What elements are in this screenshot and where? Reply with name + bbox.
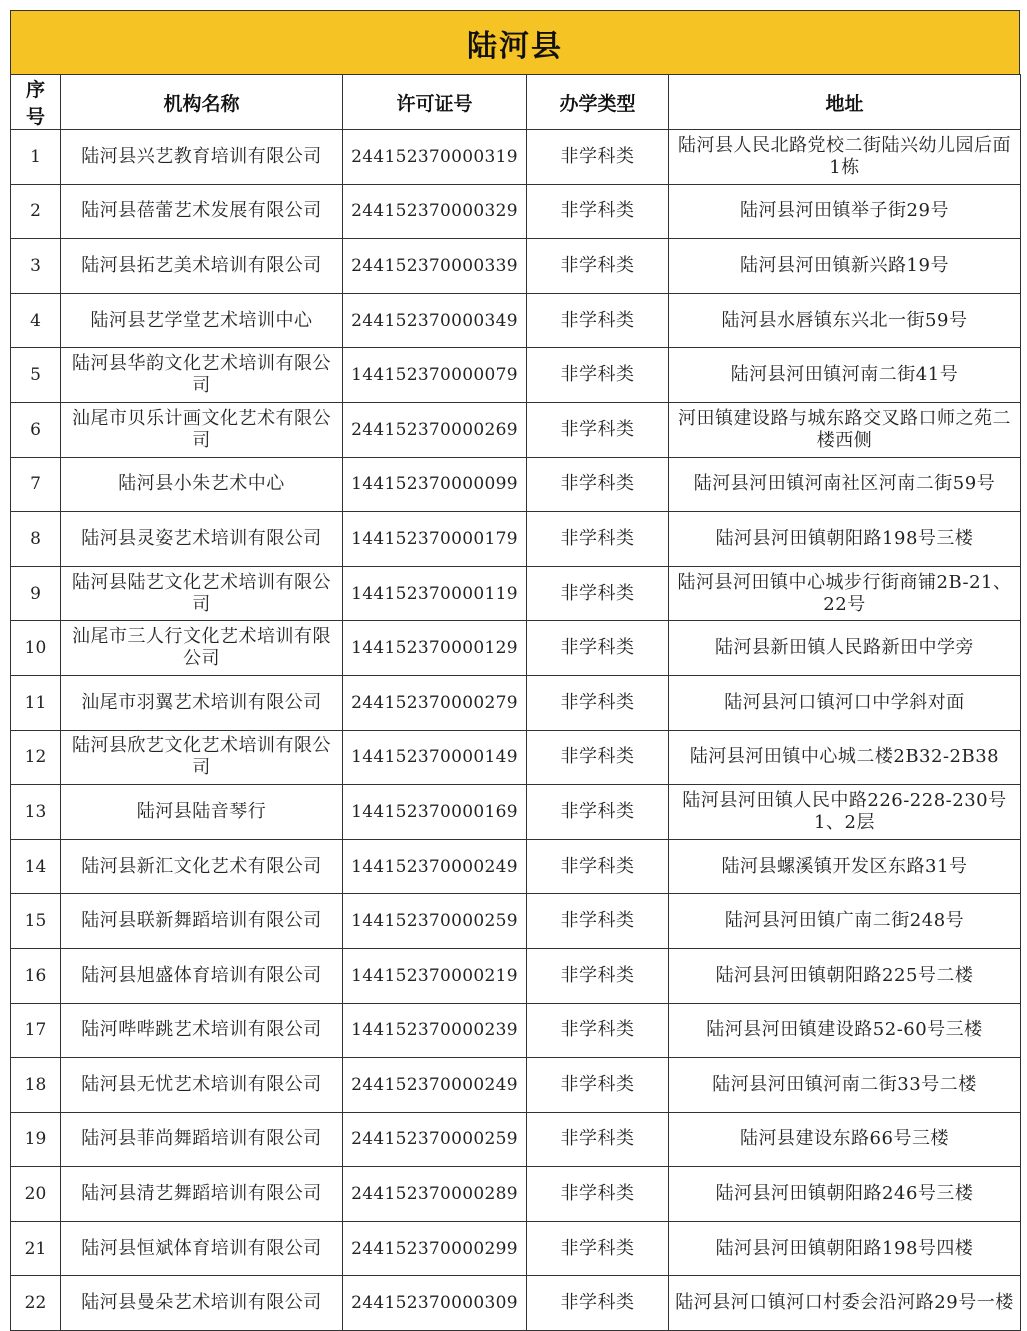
- cell-name: 陆河县灵姿艺术培训有限公司: [61, 512, 343, 567]
- header-row: [11, 75, 1021, 130]
- cell-idx: 8: [11, 512, 61, 567]
- cell-name: 陆河县华韵文化艺术培训有限公司: [61, 348, 343, 403]
- cell-address: 陆河县河田镇朝阳路225号二楼: [669, 948, 1021, 1003]
- cell-license: 144152370000169: [343, 785, 527, 840]
- cell-idx: 16: [11, 948, 61, 1003]
- cell-type: 非学科类: [527, 1003, 669, 1058]
- cell-name: 陆河县菲尚舞蹈培训有限公司: [61, 1112, 343, 1167]
- table-row: [11, 457, 1021, 512]
- cell-name: 陆河县蓓蕾艺术发展有限公司: [61, 184, 343, 239]
- cell-name: 陆河县艺学堂艺术培训中心: [61, 293, 343, 348]
- cell-address: 陆河县螺溪镇开发区东路31号: [669, 839, 1021, 894]
- cell-idx: 19: [11, 1112, 61, 1167]
- table-row: [11, 348, 1021, 403]
- cell-name: 陆河县旭盛体育培训有限公司: [61, 948, 343, 1003]
- table-row: [11, 1058, 1021, 1113]
- cell-type: 非学科类: [527, 1112, 669, 1167]
- cell-idx: 13: [11, 785, 61, 840]
- cell-license: 144152370000179: [343, 512, 527, 567]
- table-row: [11, 1112, 1021, 1167]
- cell-idx: 17: [11, 1003, 61, 1058]
- cell-address: 陆河县河田镇新兴路19号: [669, 239, 1021, 294]
- cell-type: 非学科类: [527, 839, 669, 894]
- cell-address: 陆河县河田镇朝阳路198号三楼: [669, 512, 1021, 567]
- cell-name: 汕尾市羽翼艺术培训有限公司: [61, 675, 343, 730]
- cell-idx: 18: [11, 1058, 61, 1113]
- cell-type: 非学科类: [527, 239, 669, 294]
- cell-license: 244152370000309: [343, 1276, 527, 1331]
- cell-address: 河田镇建设路与城东路交叉路口师之苑二楼西侧: [669, 402, 1021, 457]
- cell-name: 陆河县清艺舞蹈培训有限公司: [61, 1167, 343, 1222]
- title-bar: [10, 10, 1020, 74]
- cell-address: 陆河县河田镇广南二街248号: [669, 894, 1021, 949]
- table-row: [11, 675, 1021, 730]
- cell-name: 陆河县陆音琴行: [61, 785, 343, 840]
- cell-address: 陆河县河田镇河南二街41号: [669, 348, 1021, 403]
- cell-license: 144152370000149: [343, 730, 527, 785]
- cell-idx: 7: [11, 457, 61, 512]
- header-license: 许可证号: [343, 75, 527, 130]
- table-row: [11, 184, 1021, 239]
- header-idx: 序号: [11, 75, 61, 130]
- cell-license: 144152370000219: [343, 948, 527, 1003]
- cell-name: 陆河县拓艺美术培训有限公司: [61, 239, 343, 294]
- header-type: 办学类型: [527, 75, 669, 130]
- table-row: [11, 948, 1021, 1003]
- cell-address: 陆河县河田镇河南二街33号二楼: [669, 1058, 1021, 1113]
- cell-license: 244152370000289: [343, 1167, 527, 1222]
- cell-address: 陆河县河田镇河南社区河南二街59号: [669, 457, 1021, 512]
- cell-license: 244152370000319: [343, 130, 527, 185]
- cell-address: 陆河县河田镇人民中路226-228-230号1、2层: [669, 785, 1021, 840]
- cell-license: 244152370000269: [343, 402, 527, 457]
- cell-idx: 11: [11, 675, 61, 730]
- cell-type: 非学科类: [527, 948, 669, 1003]
- cell-name: 陆河县曼朵艺术培训有限公司: [61, 1276, 343, 1331]
- cell-address: 陆河县河田镇举子街29号: [669, 184, 1021, 239]
- cell-name: 陆河县恒斌体育培训有限公司: [61, 1221, 343, 1276]
- cell-address: 陆河县河田镇朝阳路246号三楼: [669, 1167, 1021, 1222]
- cell-address: 陆河县建设东路66号三楼: [669, 1112, 1021, 1167]
- cell-type: 非学科类: [527, 402, 669, 457]
- cell-license: 144152370000249: [343, 839, 527, 894]
- page-title: 陆河县: [467, 28, 563, 64]
- cell-license: 244152370000329: [343, 184, 527, 239]
- cell-license: 244152370000339: [343, 239, 527, 294]
- cell-name: 汕尾市贝乐计画文化艺术有限公司: [61, 402, 343, 457]
- header-address: 地址: [669, 75, 1021, 130]
- cell-type: 非学科类: [527, 894, 669, 949]
- table-row: [11, 293, 1021, 348]
- cell-type: 非学科类: [527, 348, 669, 403]
- cell-license: 244152370000249: [343, 1058, 527, 1113]
- cell-address: 陆河县人民北路党校二街陆兴幼儿园后面1栋: [669, 130, 1021, 185]
- table-row: [11, 239, 1021, 294]
- cell-address: 陆河县河口镇河口村委会沿河路29号一楼: [669, 1276, 1021, 1331]
- table-row: [11, 1221, 1021, 1276]
- cell-idx: 21: [11, 1221, 61, 1276]
- cell-type: 非学科类: [527, 512, 669, 567]
- cell-name: 陆河县新汇文化艺术有限公司: [61, 839, 343, 894]
- cell-type: 非学科类: [527, 457, 669, 512]
- cell-type: 非学科类: [527, 621, 669, 676]
- cell-license: 244152370000299: [343, 1221, 527, 1276]
- header-name: 机构名称: [61, 75, 343, 130]
- cell-idx: 10: [11, 621, 61, 676]
- cell-type: 非学科类: [527, 293, 669, 348]
- cell-name: 陆河县无忧艺术培训有限公司: [61, 1058, 343, 1113]
- cell-name: 陆河县小朱艺术中心: [61, 457, 343, 512]
- spreadsheet: [10, 10, 1020, 1331]
- table-row: [11, 621, 1021, 676]
- cell-idx: 5: [11, 348, 61, 403]
- cell-type: 非学科类: [527, 675, 669, 730]
- cell-type: 非学科类: [527, 130, 669, 185]
- cell-idx: 9: [11, 566, 61, 621]
- cell-address: 陆河县河田镇中心城二楼2B32-2B38: [669, 730, 1021, 785]
- cell-license: 144152370000079: [343, 348, 527, 403]
- cell-address: 陆河县新田镇人民路新田中学旁: [669, 621, 1021, 676]
- cell-name: 陆河哔哔跳艺术培训有限公司: [61, 1003, 343, 1058]
- cell-idx: 2: [11, 184, 61, 239]
- cell-address: 陆河县河田镇中心城步行街商铺2B-21、22号: [669, 566, 1021, 621]
- cell-name: 陆河县欣艺文化艺术培训有限公司: [61, 730, 343, 785]
- cell-idx: 12: [11, 730, 61, 785]
- cell-idx: 20: [11, 1167, 61, 1222]
- cell-type: 非学科类: [527, 1276, 669, 1331]
- cell-license: 144152370000239: [343, 1003, 527, 1058]
- cell-type: 非学科类: [527, 785, 669, 840]
- table-row: [11, 730, 1021, 785]
- cell-license: 144152370000129: [343, 621, 527, 676]
- cell-idx: 6: [11, 402, 61, 457]
- table-row: [11, 512, 1021, 567]
- table-row: [11, 130, 1021, 185]
- cell-name: 陆河县陆艺文化艺术培训有限公司: [61, 566, 343, 621]
- cell-idx: 14: [11, 839, 61, 894]
- cell-type: 非学科类: [527, 1221, 669, 1276]
- cell-type: 非学科类: [527, 1058, 669, 1113]
- cell-idx: 3: [11, 239, 61, 294]
- cell-idx: 4: [11, 293, 61, 348]
- cell-license: 144152370000099: [343, 457, 527, 512]
- table-row: [11, 1276, 1021, 1331]
- cell-license: 144152370000259: [343, 894, 527, 949]
- cell-address: 陆河县水唇镇东兴北一街59号: [669, 293, 1021, 348]
- cell-name: 陆河县兴艺教育培训有限公司: [61, 130, 343, 185]
- cell-license: 244152370000279: [343, 675, 527, 730]
- table-row: [11, 566, 1021, 621]
- cell-address: 陆河县河田镇建设路52-60号三楼: [669, 1003, 1021, 1058]
- table-row: [11, 785, 1021, 840]
- institution-table: [10, 74, 1021, 1331]
- table-row: [11, 402, 1021, 457]
- cell-license: 244152370000259: [343, 1112, 527, 1167]
- table-row: [11, 1167, 1021, 1222]
- cell-address: 陆河县河口镇河口中学斜对面: [669, 675, 1021, 730]
- cell-type: 非学科类: [527, 730, 669, 785]
- cell-idx: 1: [11, 130, 61, 185]
- cell-idx: 22: [11, 1276, 61, 1331]
- cell-type: 非学科类: [527, 184, 669, 239]
- table-row: [11, 894, 1021, 949]
- cell-name: 汕尾市三人行文化艺术培训有限公司: [61, 621, 343, 676]
- cell-license: 244152370000349: [343, 293, 527, 348]
- cell-name: 陆河县联新舞蹈培训有限公司: [61, 894, 343, 949]
- cell-type: 非学科类: [527, 1167, 669, 1222]
- cell-license: 144152370000119: [343, 566, 527, 621]
- cell-address: 陆河县河田镇朝阳路198号四楼: [669, 1221, 1021, 1276]
- table-row: [11, 1003, 1021, 1058]
- cell-type: 非学科类: [527, 566, 669, 621]
- table-row: [11, 839, 1021, 894]
- cell-idx: 15: [11, 894, 61, 949]
